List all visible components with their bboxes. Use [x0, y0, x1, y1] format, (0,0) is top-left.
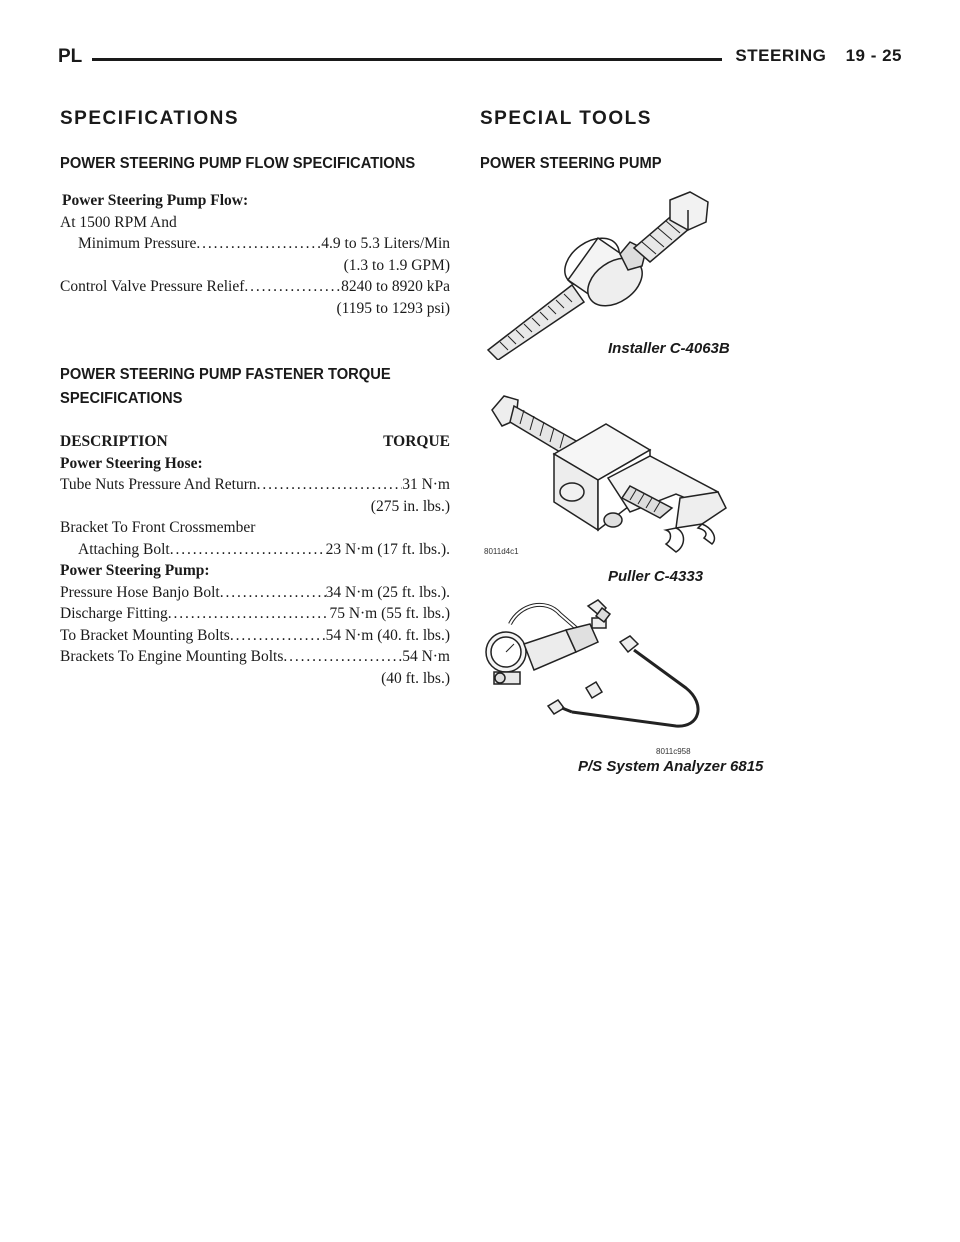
page-number: 19 - 25	[845, 46, 902, 65]
puller-figure	[480, 382, 900, 592]
torque-row-bracket-bolt: Attaching Bolt . . . 23 N·m (17 ft. lbs.).	[60, 539, 450, 561]
flow-row-relief: Control Valve Pressure Relief . . . 8240 to 8920 kPa	[60, 276, 450, 298]
installer-tool-icon	[480, 190, 740, 360]
flow-spec-table	[60, 190, 450, 319]
puller-tool-icon	[480, 382, 740, 562]
torque-row-discharge: Discharge Fitting . . . 75 N·m (55 ft. lbs.)	[60, 603, 450, 625]
page-header	[58, 46, 902, 72]
special-tools-title: SPECIAL TOOLS	[480, 108, 652, 129]
flow-row-psi: (1195 to 1293 psi)	[336, 299, 450, 317]
special-tools-heading: POWER STEERING PUMP	[480, 155, 662, 172]
hose-group-label: Power Steering Hose:	[60, 454, 203, 472]
puller-figure-code: 8011d4c1	[484, 547, 519, 556]
col-description: DESCRIPTION	[60, 433, 168, 450]
torque-row-tube-nuts-inlbs: (275 in. lbs.)	[370, 497, 450, 515]
analyzer-caption: P/S System Analyzer 6815	[578, 758, 764, 775]
torque-spec-heading-2: SPECIFICATIONS	[60, 390, 183, 407]
manual-code: PL	[58, 46, 83, 67]
torque-row-bracket-line1: Bracket To Front Crossmember	[60, 519, 256, 536]
torque-row-engine-ftlbs: (40 ft. lbs.)	[381, 669, 450, 687]
torque-spec-table	[60, 431, 450, 689]
section-name: STEERING	[735, 46, 827, 65]
torque-row-tube-nuts: Tube Nuts Pressure And Return . . . 31 N·m	[60, 474, 450, 496]
flow-row-min-pressure: Minimum Pressure . . . 4.9 to 5.3 Liters/Min	[60, 233, 450, 255]
analyzer-figure	[480, 594, 900, 784]
flow-group-label: Power Steering Pump Flow:	[62, 192, 249, 209]
specifications-column	[60, 108, 450, 689]
col-torque: TORQUE	[383, 433, 450, 450]
torque-row-engine: Brackets To Engine Mounting Bolts . . . 54 N·m	[60, 646, 450, 668]
pump-group-label: Power Steering Pump:	[60, 562, 210, 579]
flow-line-rpm: At 1500 RPM And	[60, 213, 177, 231]
analyzer-tool-icon	[480, 594, 740, 764]
installer-figure	[480, 190, 900, 368]
specifications-title: SPECIFICATIONS	[60, 108, 239, 129]
section-page-label	[721, 46, 902, 66]
special-tools-column	[480, 108, 900, 784]
torque-spec-heading-1: POWER STEERING PUMP FASTENER TORQUE	[60, 366, 391, 383]
torque-row-banjo: Pressure Hose Banjo Bolt . . . 34 N·m (25 ft. lbs.).	[60, 582, 450, 604]
puller-caption: Puller C-4333	[608, 568, 704, 585]
installer-caption: Installer C-4063B	[608, 340, 730, 357]
flow-row-gpm: (1.3 to 1.9 GPM)	[343, 256, 450, 274]
header-rule	[92, 58, 722, 61]
analyzer-figure-code: 8011c958	[656, 747, 691, 756]
torque-row-mounting: To Bracket Mounting Bolts . . . 54 N·m (40. ft. lbs.)	[60, 625, 450, 647]
torque-table-header	[60, 431, 450, 453]
flow-spec-heading: POWER STEERING PUMP FLOW SPECIFICATIONS	[60, 155, 416, 172]
